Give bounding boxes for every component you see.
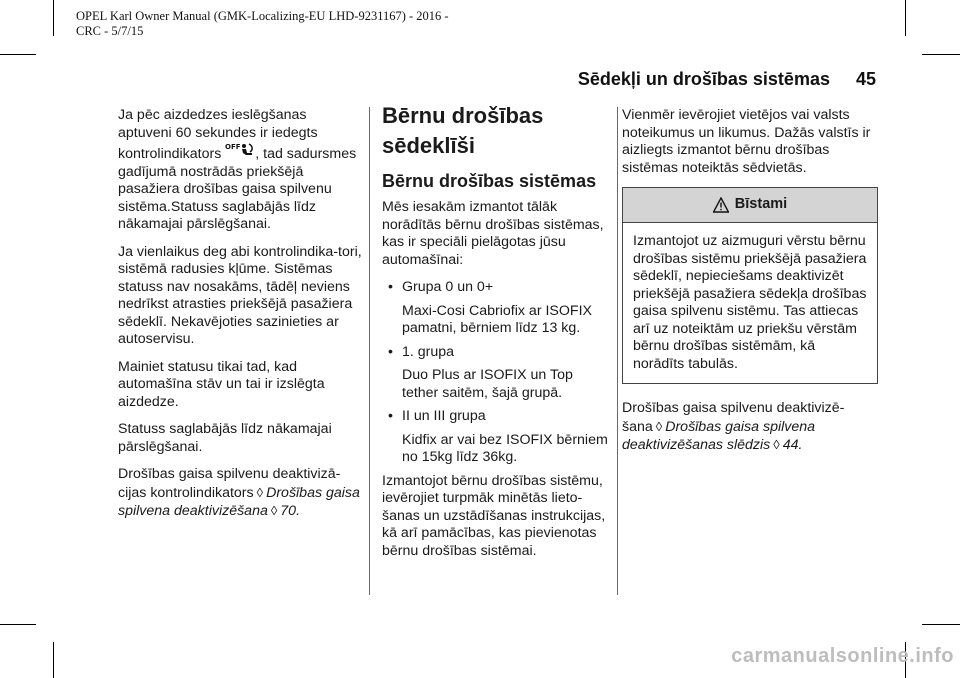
warning-box [622,187,878,384]
column-1 [118,107,363,531]
page-header [560,69,876,90]
paragraph: Drošības gaisa spilvenu deaktivizā-cijas kontrolindikators ◊ Drošības gaisa spilvena deaktivizēšana ◊ 70. [118,466,360,519]
bullet-list [382,279,610,467]
svg-text:OFF: OFF [225,143,241,151]
crop-mark [905,0,906,36]
reference-page: 44. [782,437,803,453]
paragraph: Statuss saglabājās līdz nākamajai pārslēgšanai. [118,421,332,455]
reference-page: 70. [280,503,301,519]
reference-arrow-icon: ◊ [773,437,780,452]
airbag-off-indicator-icon [225,142,255,164]
paragraph: Ja pēc aizdedzes ieslēgšanas aptuveni 60 sekundes ir iedegts kontrolindikators OFF , tad sadursmes gadījumā nostrādās priekšējā pasažiera drošības gaisa spilvenu sistēma.Statuss saglabājās līdz nākamajai pārslēgšanai. [118,107,357,232]
column-2 [382,103,610,570]
reference-arrow-icon: ◊ [256,484,264,500]
document-header [76,9,546,39]
column-divider [369,107,370,595]
chapter-heading: Bērnu drošības sēdeklīši [382,103,544,158]
page-number: 45 [855,69,876,89]
list-item: • II un III grupa Kidfix ar vai bez ISOFIX bērniem no 15kg līdz 36kg. [382,408,610,467]
paragraph: Drošības gaisa spilvenu deaktivizē-šana ◊ Drošības gaisa spilvena deaktivizēšanas slēdzis ◊ 44. [622,400,845,453]
crop-mark [0,54,36,55]
warning-body: Izmantojot uz aizmuguri vērstu bērnu drošības sistēmu priekšējā pasažiera sēdeklī, nepieciešams deaktivizēt priekšējā pasažiera sēdekļa drošības gaisa spilvenu sistēmu. Tas attiecas arī uz noteiktām uz priekšu vērstām bērnu drošības sistēmām, kā norādīts tabulās. [633,233,867,372]
paragraph: Mēs iesakām izmantot tālāk norādītās bērnu drošības sistēmas, kas ir speciāli pielāgotas jūsu automašīnai: [382,199,604,268]
paragraph: Izmantojot bērnu drošības sistēmu, ievērojiet turpmāk minētās lieto-šanas un uzstādīšanas instrukcijas, kā arī pamācības, kas pievienotas bērnu drošības sistēmai. [382,472,606,559]
list-item: • Grupa 0 un 0+ Maxi-Cosi Cabriofix ar ISOFIX pamatni, bērniem līdz 13 kg. [382,279,610,338]
document-header-line1: OPEL Karl Owner Manual (GMK-Localizing-EU LHD-9231167) - 2016 - [76,9,449,23]
paragraph: Ja vienlaikus deg abi kontrolindika-tori, sistēmā radusies kļūme. Sistēmas statuss nav nosakāms, tādēļ neviens nedrīkst atrasties priekšējā pasažiera sēdeklī. Nekavējoties sazinieties ar autoservisu. [118,243,362,347]
crop-mark [922,624,960,625]
paragraph: Vienmēr ievērojiet vietējos vai valsts noteikumus un likumus. Dažās valstīs ir aizliegts izmantot bērnu drošības sistēmas noteiktās sēdvietās. [622,107,871,176]
crop-mark [0,624,36,625]
section-heading: Bērnu drošības sistēmas [382,171,597,191]
list-item: • 1. grupa Duo Plus ar ISOFIX un Top tether saitēm, šajā grupā. [382,344,610,403]
crop-mark [53,0,54,36]
reference-arrow-icon: ◊ [655,418,663,434]
warning-triangle-icon [713,197,729,213]
cross-reference-link[interactable]: Drošības gaisa spilvena deaktivizēšana [118,484,360,519]
column-divider [617,107,618,595]
warning-header [623,188,877,223]
watermark: carmanualsonline.info [731,645,954,667]
section-title: Sēdekļi un drošības sistēmas [577,69,830,89]
warning-title: Bīstami [734,196,788,213]
paragraph: Mainiet statusu tikai tad, kad automašīna stāv un tai ir izslēgta aizdedze. [118,358,325,410]
cross-reference-link[interactable]: Drošības gaisa spilvena deaktivizēšanas slēdzis [622,418,816,453]
reference-arrow-icon: ◊ [270,503,278,518]
crop-mark [922,54,960,55]
crop-mark [53,642,54,678]
document-header-line2: CRC - 5/7/15 [76,24,144,38]
column-3 [622,107,878,465]
